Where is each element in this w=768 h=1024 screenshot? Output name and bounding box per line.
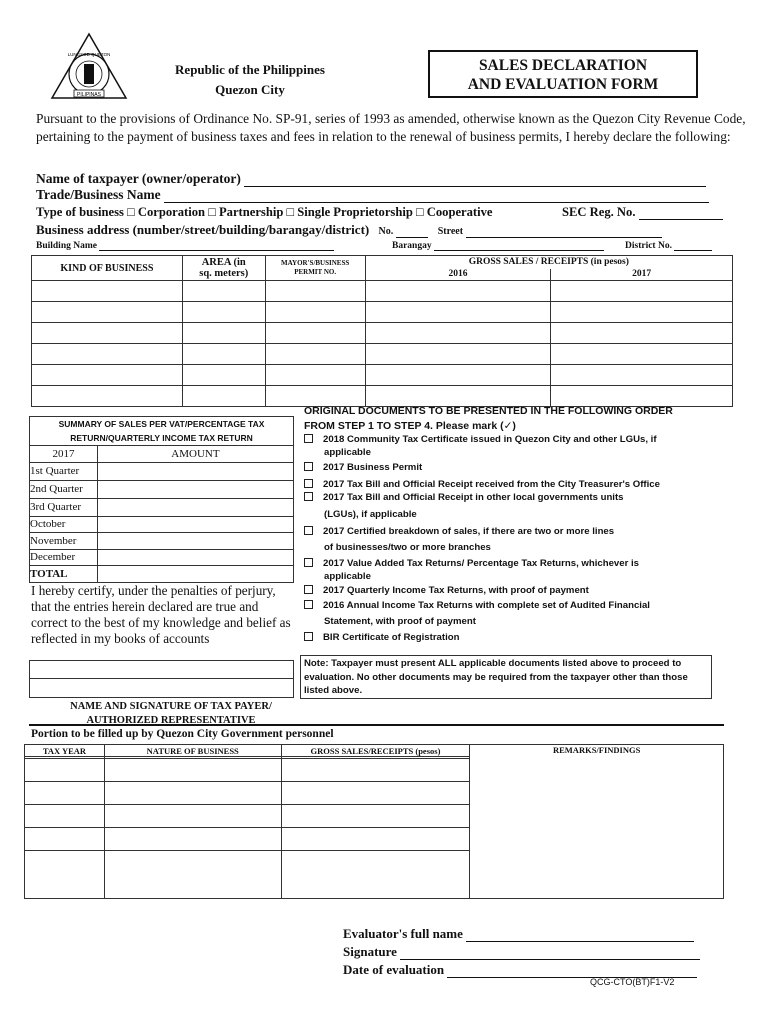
checkbox[interactable] [304,462,313,471]
checkbox[interactable] [304,558,313,567]
business-address-field: Business address (number/street/building/barangay/district) No. Street [36,222,662,238]
kind-of-business-header: KIND OF BUSINESS [32,256,183,281]
table-row[interactable] [32,302,733,323]
type-of-business-field: Type of business □ Corporation □ Partnership □ Single Proprietorship □ Cooperative [36,205,493,219]
summary-row-label: 1st Quarter [30,462,98,480]
summary-year: 2017 [30,446,98,463]
doc-item-annual-itr[interactable]: 2016 Annual Income Tax Returns with complete set of Audited Financial [304,600,650,611]
summary-amount-cell[interactable] [97,549,293,566]
signature-box[interactable] [29,660,294,698]
address-street-line[interactable] [466,225,662,238]
doc-item-business-permit[interactable]: 2017 Business Permit [304,462,422,473]
checkbox[interactable] [304,479,313,488]
trade-name-line[interactable] [164,188,709,203]
taxpayer-name-line[interactable] [244,172,706,187]
quezon-city-seal [50,32,128,102]
checkbox[interactable] [304,632,313,641]
address-no-line[interactable] [396,225,428,238]
gross-receipts-header: GROSS SALES/RECEIPTS (pesos) [281,745,470,757]
form-code: QCG-CTO(BT)F1-V2 [590,977,675,987]
certification-text: I hereby certify, under the penalties of perjury, that the entries herein declared are true and correct to the best of my knowledge and belief as reflected in my books of accounts [31,583,291,646]
section-divider [29,724,724,726]
gov-table [24,744,724,899]
signature-label: NAME AND SIGNATURE OF TAX PAYER/ AUTHORIZED REPRESENTATIVE [70,701,272,726]
republic-label: Republic of the Philippines [175,62,325,77]
summary-total-label: TOTAL [30,566,98,583]
svg-text:PILIPINAS: PILIPINAS [77,92,101,98]
tax-year-header: TAX YEAR [25,745,105,757]
district-field: District No. [625,239,712,251]
city-label: Quezon City [215,82,285,97]
table-row[interactable] [32,281,733,302]
summary-row-label: 2nd Quarter [30,480,98,498]
year-2017-header: 2017 [551,269,733,281]
svg-text:LUNGSOD QUEZON: LUNGSOD QUEZON [67,52,111,57]
checkbox[interactable] [304,585,313,594]
evaluator-name-field[interactable]: Evaluator's full name [343,926,694,942]
summary-table [29,416,294,583]
type-corporation-checkbox[interactable]: □ Corporation [127,205,206,219]
summary-amount-cell[interactable] [97,516,293,533]
trade-name-field[interactable]: Trade/Business Name [36,187,709,203]
evaluator-signature-line[interactable] [400,947,700,960]
taxpayer-name-field[interactable]: Name of taxpayer (owner/operator) [36,171,706,187]
summary-row-label: 3rd Quarter [30,498,98,516]
district-line[interactable] [674,239,712,251]
checkbox[interactable] [304,526,313,535]
doc-item-vat-returns[interactable]: 2017 Value Added Tax Returns/ Percentage Tax Returns, whichever is [304,558,639,569]
permit-header: MAYOR'S/BUSINESS PERMIT NO. [265,256,365,281]
building-name-line[interactable] [99,239,334,251]
checkbox[interactable] [304,600,313,609]
evaluator-name-line[interactable] [466,929,694,942]
checkbox[interactable] [304,434,313,443]
summary-amount-cell[interactable] [97,480,293,498]
summary-amount-cell[interactable] [97,533,293,550]
documents-title: ORIGINAL DOCUMENTS TO BE PRESENTED IN THE FOLLOWING ORDER FROM STEP 1 TO STEP 4. Please mark (✓) [304,405,673,432]
area-header: AREA (in sq. meters) [182,256,265,281]
issuer-header [140,60,360,100]
checkbox[interactable] [304,492,313,501]
doc-item-tax-bill-lgu[interactable]: 2017 Tax Bill and Official Receipt in other local governments units [304,492,624,503]
evaluator-signature-field[interactable]: Signature [343,944,700,960]
doc-item-ctc[interactable]: 2018 Community Tax Certificate issued in Quezon City and other LGUs, if [304,434,657,445]
table-row[interactable] [32,344,733,365]
summary-amount-cell[interactable] [97,498,293,516]
summary-row-label: October [30,516,98,533]
type-partnership-checkbox[interactable]: □ Partnership [208,205,284,219]
summary-title: SUMMARY OF SALES PER VAT/PERCENTAGE TAX RETURN/QUARTERLY INCOME TAX RETURN [30,417,294,446]
summary-row-label: November [30,533,98,550]
gross-sales-header: GROSS SALES / RECEIPTS (in pesos) [365,256,732,269]
remarks-header[interactable]: REMARKS/FINDINGS [470,745,724,899]
evaluation-date-field[interactable]: Date of evaluation [343,962,697,978]
documents-checklist: ORIGINAL DOCUMENTS TO BE PRESENTED IN THE FOLLOWING ORDER FROM STEP 1 TO STEP 4. Please mark (✓) 2018 Community Tax Certificate issued in Quezon City and other LGUs, if applicable 2017 Business Permit 2017 Tax Bill and Official Receipt received from the City Treasurer's Office 2017 Tax Bill and Official Receipt in other local governments units (LGUs), if applicable 2017 Certified breakdown of sales, if there are two or more lines of businesses/two or more branches 2017 Value Added Tax Returns/ Percentage Tax Returns, whichever is applicable 2017 Quarterly Income Tax Returns, with proof of payment 2016 Annual Income Tax Returns with complete set of Audited Financial Statement, with proof of payment BIR Certificate of Registration [304,405,673,643]
barangay-line[interactable] [434,239,604,251]
intro-paragraph: Pursuant to the provisions of Ordinance No. SP-91, series of 1993 as amended, otherwise known as the Quezon City Revenue Code, pertaining to the payment of business taxes and fees in relation to the renewal of business permits, I hereby declare the following: [36,111,746,144]
doc-item-tax-bill-cto[interactable]: 2017 Tax Bill and Official Receipt received from the City Treasurer's Office [304,479,660,490]
summary-row-label: December [30,549,98,566]
form-title: SALES DECLARATION AND EVALUATION FORM [428,50,698,98]
type-cooperative-checkbox[interactable]: □ Cooperative [416,205,493,219]
address-second-row: Building Name [36,239,334,251]
table-row[interactable] [32,365,733,386]
doc-item-breakdown-sales[interactable]: 2017 Certified breakdown of sales, if there are two or more lines [304,526,614,537]
type-single-proprietorship-checkbox[interactable]: □ Single Proprietorship [286,205,413,219]
business-table [31,255,733,407]
sec-reg-field[interactable]: SEC Reg. No. [562,205,723,220]
year-2016-header: 2016 [365,269,551,281]
table-row[interactable] [32,323,733,344]
summary-total-cell[interactable] [97,566,293,583]
sec-reg-line[interactable] [639,206,723,220]
gov-portion-title: Portion to be filled up by Quezon City Government personnel [31,728,334,740]
barangay-field: Barangay [392,239,604,251]
doc-item-quarterly-itr[interactable]: 2017 Quarterly Income Tax Returns, with proof of payment [304,585,589,596]
nature-of-business-header: NATURE OF BUSINESS [104,745,281,757]
documents-note: Note: Taxpayer must present ALL applicable documents listed above to proceed to evaluation. No other documents may be required from the taxpayer other than those listed above. [300,655,712,699]
summary-amount-header: AMOUNT [97,446,293,463]
doc-item-bir-cor[interactable]: BIR Certificate of Registration [304,632,459,643]
summary-amount-cell[interactable] [97,462,293,480]
